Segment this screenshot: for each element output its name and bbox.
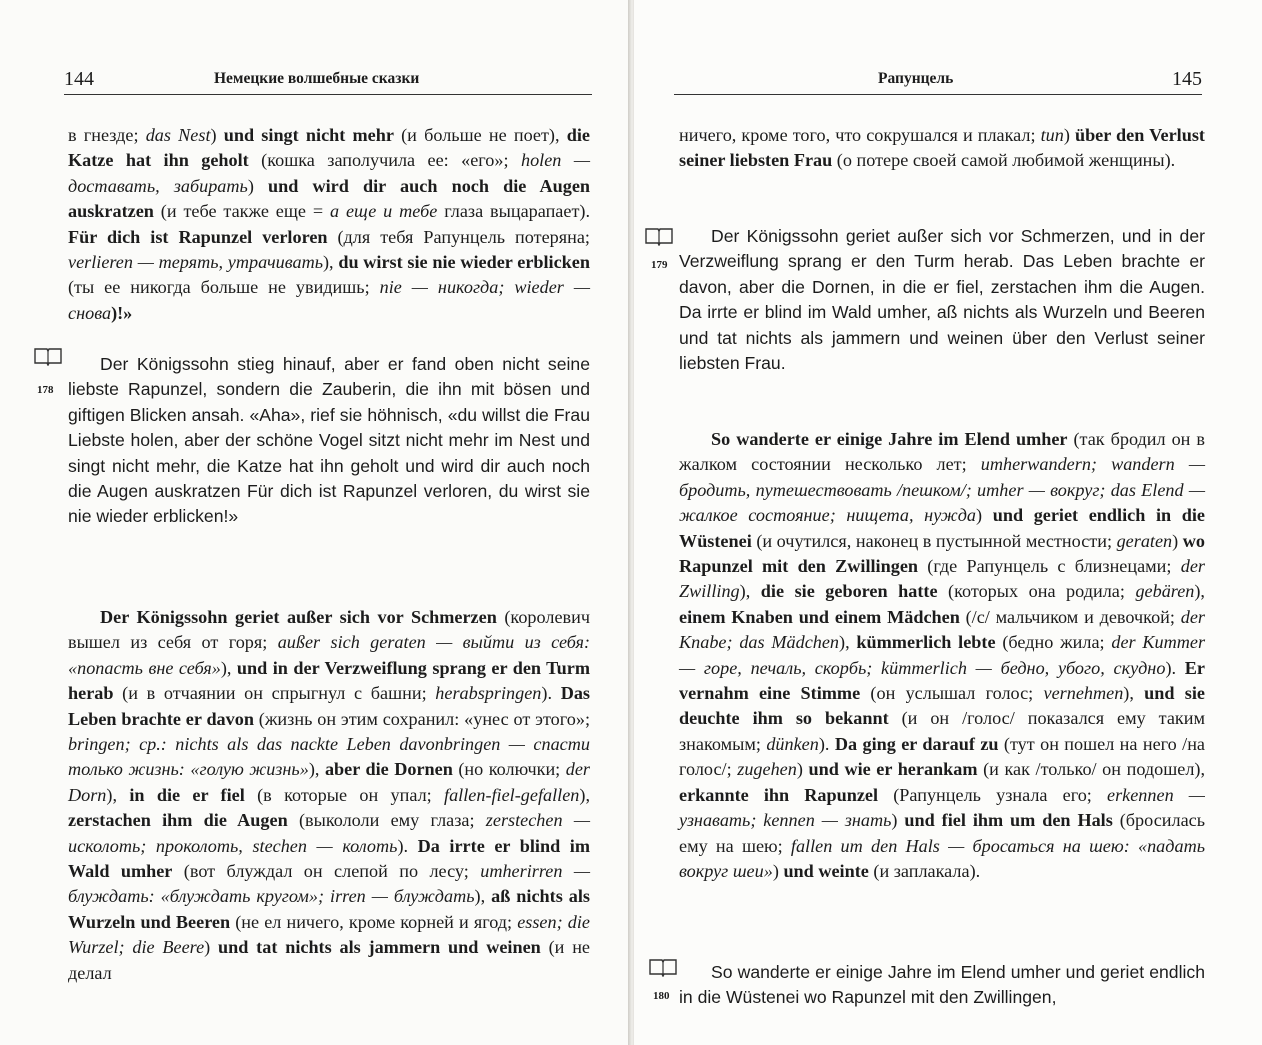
grammar-note: zugehen (737, 759, 797, 780)
german-phrase: du wirst sie nie wieder erblicken (338, 252, 590, 273)
russian-gloss: ), (323, 252, 339, 273)
german-phrase: und weinte (783, 860, 869, 881)
russian-gloss: (бедно жила; (995, 632, 1112, 653)
russian-gloss: (для тебя Рапунцель потеряна; (327, 226, 590, 247)
german-phrase: und sie deuchte ihm so bekannt (679, 683, 1205, 729)
german-phrase: aß nichts als Wurzeln und Beeren (68, 886, 590, 932)
russian-gloss: в гнезде; (68, 125, 146, 145)
german-phrase: )!» (111, 302, 133, 323)
russian-gloss: ), (1194, 581, 1205, 602)
german-phrase: aber die Dornen (324, 759, 453, 780)
russian-gloss: ), (579, 784, 590, 805)
russian-gloss: (и больше не поет), (393, 125, 567, 145)
grammar-note: verlieren — терять, утрачивать (68, 252, 323, 273)
russian-gloss: (вот блуждал он слепой по лесу; (172, 861, 481, 882)
grammar-note: umherirren — блуждать: «блуждать кругом»; irren — блуждать (68, 861, 590, 907)
russian-gloss: ничего, кроме того, что сокрушался и плакал; (679, 125, 1041, 145)
russian-gloss: ), (308, 759, 325, 780)
german-phrase: Da ging er darauf zu (834, 733, 999, 754)
german-original-paragraph: Der Königssohn geriet außer sich vor Schmerzen, und in der Verzweiflung sprang er den Turm herab. Das Leben brachte er davon, aber die Dornen, in die er fiel, zerstachen ihm die Augen. Da irrte er blind im Wald umher, aß nichts als Wurzeln und Beeren und tat nichts als jammern und weinen über den Verlust seiner liebsten Frau. (679, 226, 1205, 374)
german-phrase: Das Leben brachte er davon (68, 683, 590, 729)
russian-gloss: ). (397, 835, 418, 856)
russian-gloss: (и он /голос/ показался ему таким знакомым; (679, 708, 1205, 754)
grammar-note: zerstechen — исколоть; проколоть, stechen — колоть (68, 810, 590, 856)
russian-gloss: ) (891, 810, 905, 831)
grammar-note: umherwandern; wandern — бродить, путешествовать /пешком/; umher — вокруг; das Elend — жалкое состояние; нищета, нужда (679, 454, 1205, 526)
russian-gloss: (жизнь он этим сохранил: «унес от этого»; (253, 708, 590, 729)
german-phrase: und wird dir auch noch die Augen auskratzen (68, 175, 591, 222)
german-phrase: Er vernahm eine Stimme (679, 657, 1206, 704)
russian-gloss: (о потере своей самой любимой женщины). (832, 150, 1176, 171)
russian-gloss: ) (210, 125, 224, 145)
russian-gloss: (где Рапунцель с близнецами; (918, 556, 1181, 577)
russian-gloss: ), (839, 632, 857, 653)
audio-book-icon (33, 346, 63, 366)
russian-gloss: (и тебе также еще = (153, 201, 330, 222)
russian-gloss: ) (1063, 125, 1075, 145)
russian-gloss: (в которые он упал; (244, 784, 445, 805)
russian-gloss: (бросилась ему на шею; (679, 810, 1206, 856)
left-page-header (64, 66, 592, 95)
german-original-paragraph: Der Königssohn stieg hinauf, aber er fand oben nicht seine liebste Rapunzel, sondern die Zauberin, die ihn mit bösen und giftigen Blicken ansah. «Aha», rief sie höhnisch, «du willst die Frau Liebste holen, aber der schöne Vogel sitzt nicht mehr im Nest und singt nicht mehr, die Katze hat ihn geholt und wird dir auch noch die Augen auskratzen Für dich ist Rapunzel verloren, du wirst sie nie wieder erblicken!» (68, 354, 590, 527)
german-phrase: erkannte ihn Rapunzel (679, 784, 879, 805)
grammar-note: der Zwilling (679, 556, 1205, 602)
russian-gloss: ) (1172, 530, 1183, 551)
russian-gloss: (Рапунцель узнала его; (878, 784, 1108, 805)
russian-gloss: (ты ее никогда больше не увидишь; (68, 277, 380, 298)
russian-gloss: ), (220, 657, 237, 678)
grammar-note: nie — никогда; wieder — снова (68, 277, 590, 323)
russian-gloss: (королевич вышел из себя от горя; (68, 607, 590, 653)
russian-gloss: ) (247, 175, 269, 196)
russian-gloss: ) (976, 505, 993, 526)
grammar-note: erkennen — узнавать; kennen — знать (679, 784, 1205, 831)
grammar-note: geraten (1116, 530, 1173, 551)
russian-gloss: ) (796, 759, 809, 780)
german-phrase: und wie er herankam (808, 759, 978, 780)
grammar-note: herabspringen (435, 683, 542, 704)
russian-gloss: ). (1165, 657, 1185, 678)
russian-gloss: ), (106, 784, 130, 805)
russian-gloss: (он услышал голос; (860, 683, 1044, 704)
german-phrase: Der Königssohn geriet außer sich vor Schmerzen (100, 607, 497, 627)
grammar-note: gebären (1135, 581, 1195, 602)
russian-gloss: (выкололи ему глаза; (287, 810, 486, 831)
german-phrase: die sie geboren hatte (760, 581, 938, 602)
russian-gloss: (тут он пошел на него /на голос/; (679, 733, 1206, 780)
german-phrase: Da irrte er blind im Wald umher (68, 835, 590, 882)
grammar-note: essen; die Wurzel; die Beere (68, 911, 590, 958)
german-phrase: zerstachen ihm die Augen (68, 810, 288, 831)
german-phrase: Für dich ist Rapunzel verloren (68, 226, 328, 247)
translation-paragraph (68, 605, 590, 986)
audio-book-icon (644, 226, 674, 246)
grammar-note: der Knabe; das Mädchen (679, 606, 1205, 653)
german-original-paragraph: So wanderte er einige Jahre im Elend umher und geriet endlich in die Wüstenei wo Rapunzel mit den Zwillingen, (679, 962, 1205, 1008)
german-phrase: So wanderte er einige Jahre im Elend umher (711, 429, 1068, 449)
russian-gloss: (так бродил он в жалком состоянии несколько лет; (679, 429, 1205, 475)
left-page (0, 0, 630, 1045)
track-number: 180 (653, 990, 670, 1002)
grammar-note: vernehmen (1043, 683, 1124, 704)
grammar-note: der Kummer — горе, печаль, скорбь; kümmerlich — бедно, убого, скудно (679, 632, 1206, 678)
russian-gloss: (но колючки; (452, 759, 566, 780)
grammar-note: а еще и тебе (329, 201, 438, 222)
german-phrase: und singt nicht mehr (223, 125, 394, 145)
grammar-note: dünken (766, 733, 819, 754)
russian-gloss: глаза выцарапает). (437, 201, 591, 222)
german-phrase: wo Rapunzel mit den Zwillingen (679, 530, 1205, 577)
running-title: Рапунцель (878, 70, 954, 87)
german-phrase: über den Verlust seiner liebsten Frau (679, 125, 1205, 171)
russian-gloss: ). (818, 733, 835, 754)
grammar-note: der Dorn (68, 759, 590, 805)
russian-gloss: (которых она родила; (937, 581, 1136, 602)
russian-gloss: ) (204, 937, 219, 958)
grammar-note: tun (1040, 125, 1064, 145)
german-phrase: die Katze hat ihn geholt (68, 125, 590, 171)
russian-gloss: ), (1123, 683, 1145, 704)
german-phrase: und tat nichts als jammern und weinen (218, 937, 541, 958)
audio-book-icon (648, 957, 678, 977)
german-phrase: und fiel ihm um den Hals (904, 810, 1113, 831)
page-number: 145 (1172, 68, 1202, 90)
grammar-note: das Nest (145, 125, 211, 145)
russian-gloss: (и не делал (68, 937, 590, 983)
russian-gloss: ). (541, 683, 561, 704)
german-phrase: in die er fiel (129, 784, 245, 805)
russian-gloss: (и очутился, наконец в пустынной местности; (751, 530, 1117, 551)
translation-paragraph (68, 123, 590, 326)
russian-gloss: (не ел ничего, кроме корней и ягод; (230, 911, 518, 932)
grammar-note: fallen um den Hals — бросаться на шею: «падать вокруг шеи» (679, 835, 1205, 881)
russian-gloss: (кошка заполучила ее: «его»; (248, 150, 521, 171)
russian-gloss: ), (739, 581, 761, 602)
running-title: Немецкие волшебные сказки (214, 70, 420, 87)
grammar-note: bringen; ср.: nichts als das nackte Leben davonbringen — спасти только жизнь: «голую жизнь» (68, 734, 590, 780)
german-phrase: und geriet endlich in die Wüstenei (679, 505, 1205, 551)
translation-paragraph (679, 427, 1205, 884)
russian-gloss: ), (474, 886, 492, 907)
russian-gloss: (и заплакала). (868, 860, 981, 881)
track-number: 178 (37, 384, 54, 396)
russian-gloss: ) (772, 860, 784, 881)
russian-gloss: (и в отчаянии он спрыгнул с башни; (113, 683, 436, 704)
german-phrase: und in der Verzweiflung sprang er den Turm herab (68, 657, 590, 704)
right-page (634, 0, 1262, 1045)
german-phrase: kümmerlich lebte (856, 632, 996, 653)
page-number: 144 (64, 68, 94, 90)
german-phrase: einem Knaben und einem Mädchen (679, 606, 960, 627)
russian-gloss: (и как /только/ он подошел), (977, 759, 1205, 780)
translation-paragraph (679, 123, 1205, 174)
grammar-note: holen — доставать, забирать (68, 150, 590, 196)
grammar-note: außer sich geraten — выйти из себя: «попасть вне себя» (68, 632, 590, 678)
russian-gloss: (/с/ мальчиком и девочкой; (959, 606, 1181, 627)
track-number: 179 (651, 259, 668, 271)
right-page-header (674, 66, 1202, 95)
grammar-note: fallen-fiel-gefallen (444, 784, 580, 805)
